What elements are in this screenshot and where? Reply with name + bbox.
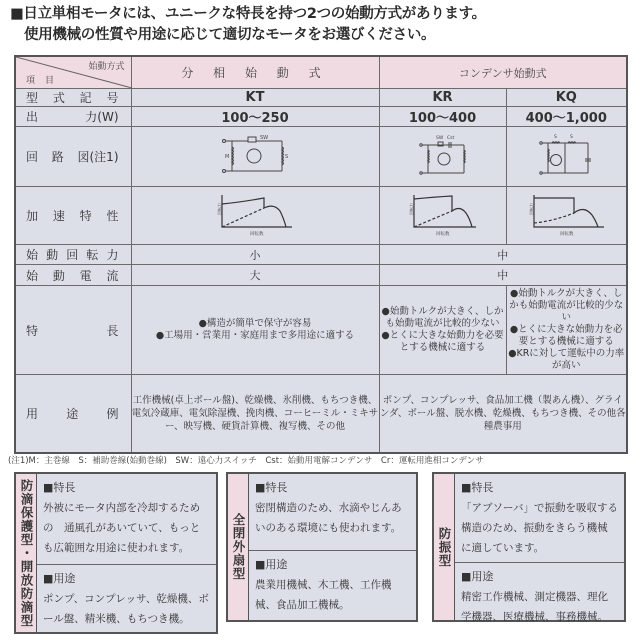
row-label-model: 型 式 記 号 [15, 89, 131, 107]
table-row-uses [15, 375, 627, 453]
row-label-start-current: 始 動 電 流 [15, 265, 131, 286]
start-current-capacitor: 中 [379, 265, 627, 286]
header-capacitor: コンデンサ始動式 [379, 56, 627, 89]
box-feature-section: ■特長 外被にモータ内部を冷却するための 通風孔があいていて、もっとも広範囲な用途に使われます。 [43, 481, 201, 554]
box-use-section: ■用途 農業用機械、木工機、工作機械、食品加工機械。 [249, 550, 416, 620]
corner-item-label: 項目 [26, 76, 65, 86]
output-kt: 100〜250 [131, 107, 379, 127]
row-label-circuit: 回 路 図(注1) [15, 127, 131, 187]
uses-kt: 工作機械(卓上ボール盤)、乾燥機、氷削機、もちつき機、電気冷蔵庫、電気除湿機、挽肉機、コーヒーミル・ミキサー、映写機、硬貨計算機、複写機、その他 [131, 375, 379, 453]
intro-line-1: ■日立単相モータには、ユニークな特長を持つ2つの始動方式があります。 [10, 6, 486, 22]
enclosure-box-totally-enclosed [226, 472, 418, 622]
table-row-output [15, 107, 627, 127]
box-title: 防滴保護型・開放防滴型 [16, 474, 37, 632]
features-kr: ●始動トルクが大きく、しかも始動電流が比較的少ない ●とくに大きな始動力を必要とする機械に適する [379, 286, 506, 375]
circuit-diagram-kt-icon [220, 133, 290, 177]
svg-text:Cst: Cst [446, 136, 454, 141]
box-title: 全閉外扇型 [228, 474, 249, 620]
start-torque-kt: 小 [131, 245, 379, 265]
svg-text:回転数: 回転数 [250, 232, 264, 237]
features-kt: ●構造が簡単で保守が容易 ●工場用・営業用・家庭用まで多用途に適する [131, 286, 379, 375]
model-kr: KR [379, 89, 506, 107]
start-current-kt: 大 [131, 265, 379, 286]
accel-curve-kr-icon [404, 189, 482, 239]
accel-kr [379, 187, 506, 245]
box-use-section: ■用途 精密工作機械、測定機器、理化学機器、医療機械、事務機械。 [455, 562, 624, 631]
model-kt: KT [131, 89, 379, 107]
corner-method-label: 始動方式 [88, 62, 125, 72]
circuit-kt [131, 127, 379, 187]
accel-curve-kq-icon [524, 189, 608, 239]
features-kq: ●始動トルクが大きく、しかも始動電流が比較的少ない ●とくに大きな始動力を必要とする機械に適する ●KRに対して運転中の力率が高い [506, 286, 627, 375]
uses-capacitor: ポンプ、コンプレッサ、食品加工機（製あん機）、グラインダ、ボール盤、脱水機、乾燥機、もちつき機、その他各種農事用 [379, 375, 627, 453]
start-torque-capacitor: 中 [379, 245, 627, 265]
box-title: 防振型 [434, 474, 455, 620]
svg-text:回転数: 回転数 [560, 232, 574, 237]
svg-text:回転数: 回転数 [435, 232, 449, 237]
header-split-phase: 分 相 始 動 式 [131, 56, 379, 89]
enclosure-box-drip-proof [14, 472, 218, 634]
output-kr: 100〜400 [379, 107, 506, 127]
footnote: (注1)M：主巻線 S：補助巻線(始動巻線) SW：遠心力スイッチ Cst：始動用電解コンデンサ Cr：運転用進相コンデンサ [8, 456, 484, 466]
svg-text:回転力: 回転力 [529, 203, 535, 215]
svg-text:M: M [225, 154, 230, 160]
circuit-kq [506, 127, 627, 187]
circuit-kr [379, 127, 506, 187]
table-row-model [15, 89, 627, 107]
row-label-features: 特 長 [15, 286, 131, 375]
svg-text:SW: SW [435, 136, 443, 141]
output-kq: 400〜1,000 [506, 107, 627, 127]
row-label-output: 出 力(W) [15, 107, 131, 127]
circuit-diagram-kq-icon [538, 133, 594, 177]
enclosure-box-vibration-proof [432, 472, 626, 622]
svg-text:S: S [285, 154, 289, 160]
svg-text:回転力: 回転力 [217, 203, 222, 215]
table-row-start-current [15, 265, 627, 286]
accel-curve-kt-icon [212, 189, 298, 239]
model-kq: KQ [506, 89, 627, 107]
intro-text [10, 4, 486, 46]
box-feature-section: ■特長 「アブソーバ」で振動を吸収する構造のため、振動をきらう機械に適しています。 [461, 481, 618, 554]
box-feature-section: ■特長 密閉構造のため、水滴やじんあいのある環境にも使われます。 [255, 481, 402, 534]
accel-kt [131, 187, 379, 245]
intro-line-2: 使用機械の性質や用途に応じて適切なモータをお選びください。 [24, 27, 436, 43]
svg-text:S: S [554, 135, 558, 140]
row-label-acceleration: 加 速 特 性 [15, 187, 131, 245]
box-use-section: ■用途 ポンプ、コンプレッサ、乾燥機、ボール盤、精米機、もちつき機。 [37, 564, 216, 633]
accel-kq [506, 187, 627, 245]
svg-text:回転力: 回転力 [408, 203, 414, 215]
corner-cell [15, 56, 131, 89]
circuit-diagram-kr-icon [418, 133, 468, 177]
row-label-uses: 用 途 例 [15, 375, 131, 453]
row-label-start-torque: 始 動 回 転 力 [15, 245, 131, 265]
svg-text:SW: SW [260, 135, 269, 141]
table-row-acceleration [15, 187, 627, 245]
starting-method-table [14, 55, 628, 454]
svg-text:S: S [570, 135, 574, 140]
table-row-features [15, 286, 627, 375]
table-row-circuit [15, 127, 627, 187]
table-header-row [15, 56, 627, 89]
table-row-start-torque [15, 245, 627, 265]
